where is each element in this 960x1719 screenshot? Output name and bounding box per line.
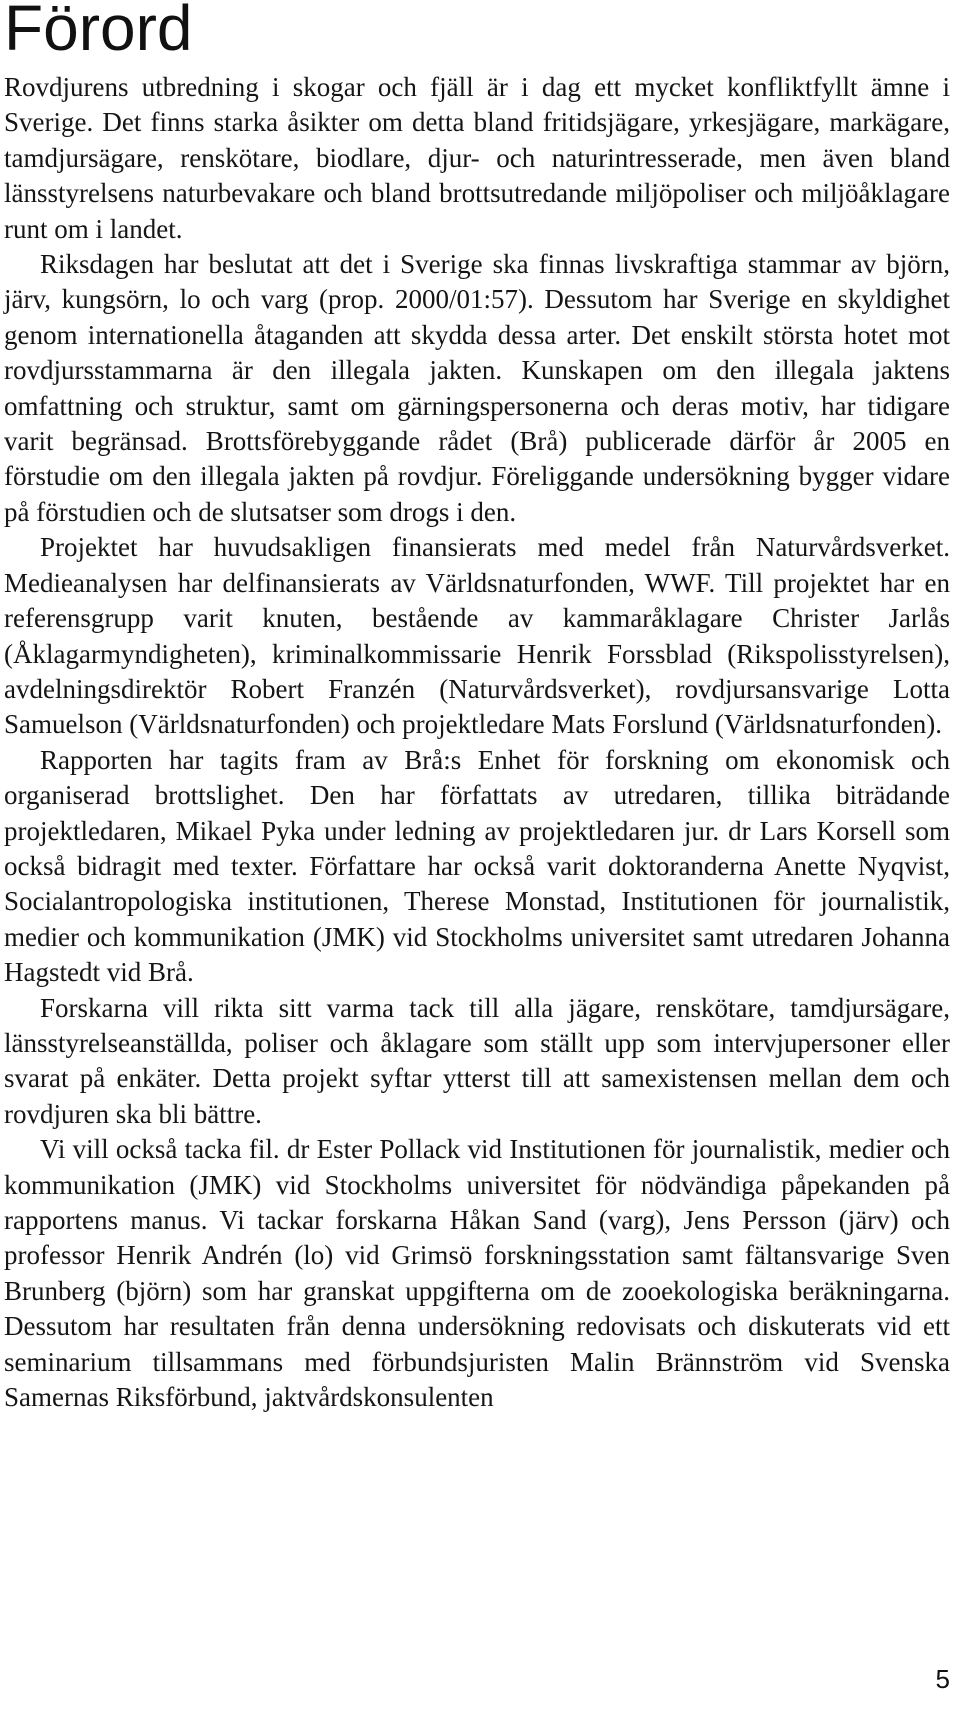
paragraph: Projektet har huvudsakligen finansierats med medel från Naturvårdsverket. Medieanalysen har delfinansierats av Världsnaturfonden, WWF. Till projektet har en referensgrupp varit knuten, bestående av kammaråklagare Christer Jarlås (Åklagarmyndigheten), kriminalkommissarie Henrik Forssblad (Rikspolisstyrelsen), avdelningsdirektör Robert Franzén (Naturvårdsverket), rovdjursansvarige Lotta Samuelson (Världsnaturfonden) och projektledare Mats Forslund (Världsnaturfonden). xyxy=(4,532,950,740)
page-number: 5 xyxy=(935,1664,950,1694)
body-text xyxy=(4,70,950,1415)
paragraph: Vi vill också tacka fil. dr Ester Pollack vid Institutionen för journalistik, medier och kommunikation (JMK) vid Stockholms universitet för nödvändiga påpekanden på rapportens manus. Vi tackar forskarna Håkan Sand (varg), Jens Persson (järv) och professor Henrik Andrén (lo) vid Grimsö forskningsstation samt fältansvarige Sven Brunberg (björn) som har granskat uppgifterna om de zooekologiska beräkningarna. Dessutom har resultaten från denna undersökning redovisats och diskuterats vid ett seminarium tillsammans med förbundsjuristen Malin Brännström vid Svenska Samernas Riksförbund, jaktvårdskonsulenten xyxy=(4,1134,950,1413)
page-title: Förord xyxy=(4,0,193,64)
paragraph: Riksdagen har beslutat att det i Sverige ska finnas livskraftiga stammar av björn, järv, kungsörn, lo och varg (prop. 2000/01:57). Dessutom har Sverige en skyldighet genom internationella åtaganden att skydda dessa arter. Det enskilt största hotet mot rovdjursstammarna är den illegala jakten. Kunskapen om den illegala jaktens omfattning och struktur, samt om gärningspersonerna och deras motiv, har tidigare varit begränsad. Brottsförebyggande rådet (Brå) publicerade därför år 2005 en förstudie om den illegala jakten på rovdjur. Föreliggande undersökning bygger vidare på förstudien och de slutsatser som drogs i den. xyxy=(4,249,950,527)
paragraph: Rapporten har tagits fram av Brå:s Enhet för forskning om ekonomisk och organiserad brottslighet. Den har författats av utredaren, tillika biträdande projektledaren, Mikael Pyka under ledning av projektledaren jur. dr Lars Korsell som också bidragit med texter. Författare har också varit doktoranderna Anette Nyqvist, Socialantropologiska institutionen, Therese Monstad, Institutionen för journalistik, medier och kommunikation (JMK) vid Stockholms universitet samt utredaren Johanna Hagstedt vid Brå. xyxy=(4,744,950,988)
paragraph: Rovdjurens utbredning i skogar och fjäll är i dag ett mycket konfliktfyllt ämne i Sverige. Det finns starka åsikter om detta bland fritidsjägare, yrkesjägare, markägare, tamdjursägare, renskötare, biodlare, djur- och naturintresserade, men även bland länsstyrelsens naturbevakare och bland brottsutredande miljöpoliser och miljöåklagare runt om i landet. xyxy=(4,72,950,244)
paragraph: Forskarna vill rikta sitt varma tack till alla jägare, renskötare, tamdjursägare, länsstyrelseanställda, poliser och åklagare som ställt upp som intervjupersoner eller svarat på enkäter. Detta projekt syftar ytterst till att samexistensen mellan dem och rovdjuren ska bli bättre. xyxy=(4,992,950,1129)
